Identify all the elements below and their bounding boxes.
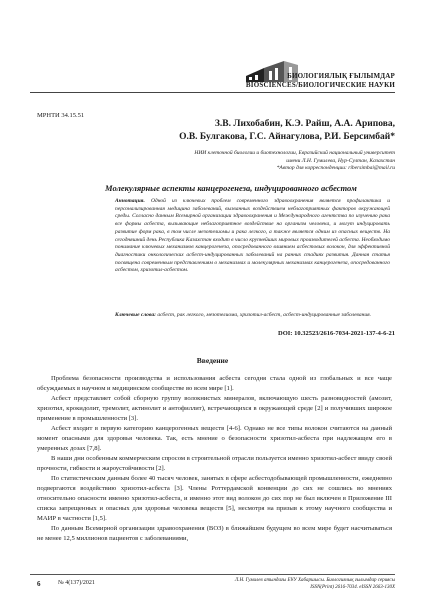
body-paragraph: Проблема безопасности производства и использования асбеста сегодня стала одной из глобальных и все чаще обсуждаемых в научном и медицинском сообществе во всем мире [1]. bbox=[37, 375, 392, 392]
abstract-label: Аннотация. bbox=[115, 198, 145, 204]
keywords bbox=[115, 312, 390, 320]
section-title: Введение bbox=[196, 356, 229, 365]
footer-rule bbox=[30, 574, 395, 575]
body-paragraph: Асбест входит в первую категорию канцерогенных веществ [4-6]. Однако не все типы волокон считаются на данный момент опасными для здоровья человека. Так, есть мнение о безопасности хризотил-асбеста при надлежащем его в умеренных дозах [7,8]. bbox=[37, 425, 392, 452]
abstract-text: Одной из ключевых проблем современного здравоохранения является профилактика и персонализированная медицина заболеваний, вызванных воздействием неблагоприятных факторов окружающей среды. Согласно данным Всемирной организации здравоохранения и Международного агентства по изучению рака все формы асбеста, вызывающие неблагоприятное воздействие на организм человека, и могут индуцировать развитие форм рака, в том числе мезотелиомы и рака легкого, а также является одним из опасных веществ. На сегодняшний день Республика Казахстан входит в число крупнейших мировых производителей асбеста. Необходимо понимание ключевых механизмов канцерогенеза, опосредованного влиянием асбестовых волокон, для эффективной диагностики онкологических асбест-индуцированных заболеваний на ранних стадиях развития. Данная статья посвящена современным представлениям о механизмах и молекулярных механизмах канцерогенеза, опосредованного асбестом, хризотил-асбестом. bbox=[115, 198, 391, 274]
journal-section-kz: БИОЛОГИЯЛЫҚ ҒЫЛЫМДАР bbox=[287, 72, 395, 80]
body-paragraph: По данным Всемирной организации здравоохранения (ВОЗ) в ближайшем будущем во всем мире будет насчитываться не менее 12,5 миллионов пациентов с заболеваниями, bbox=[37, 525, 392, 542]
mrnti-code: МРНТИ 34.15.51 bbox=[37, 112, 85, 119]
footer-journal-name: Л.Н. Гумилев атындағы ЕҰУ Хабаршысы. Биологиялық ғылымдар сериясы bbox=[234, 578, 395, 583]
footer-issn: ISSN(Print) 2616-7034. eISSN 2663-130X bbox=[310, 584, 395, 590]
correspondence-line: *Автор для корреспонденции: ribersimbai@mail.ru bbox=[276, 165, 395, 171]
body-paragraph: В наши дни особенным коммерческим спросом в строительной отрасли пользуется именно хризотил-асбест ввиду своей прочности, гибкости и жароустойчивости [2]. bbox=[37, 455, 392, 472]
body-paragraph: По статистическим данным более 40 тысяч человек, занятых в сфере асбестодобывающей промышленности, ежедневно подвергаются воздействию хризотил-асбеста [3]. Члены Роттердамской конвенции до сих не сошлись во мнениях относительно опасности именно хризотил-асбеста, и именно этот вид волокон до сих пор не был включен в Приложение III списка запрещенных и опасных для здоровья человека веществ [5], несмотря на призыв к этому научного сообщества и МАИР в частности [1,5]. bbox=[37, 475, 392, 522]
authors-line: О.В. Булгакова, Г.С. Айнагулова, Р.И. Берсимбай* bbox=[179, 132, 395, 142]
article-title: Молекулярные аспекты канцерогенеза, индуцированного асбестом bbox=[105, 183, 357, 193]
header-rule bbox=[30, 92, 395, 93]
authors-line: З.В. Лихобабин, К.Э. Райш, А.А. Арипова, bbox=[214, 119, 395, 129]
journal-section-en-ru: BIOSCIENCES/БИОЛОГИЧЕСКИЕ НАУКИ bbox=[245, 81, 395, 89]
keywords-text: асбест, рак легкого, мезотелиома, хризотил-асбест, асбест-индуцированные заболевания. bbox=[157, 312, 372, 318]
doi: DOI: 10.32523/2616-7034-2021-137-4-6-21 bbox=[278, 330, 395, 337]
page-number: 6 bbox=[37, 580, 41, 588]
journal-section-header bbox=[246, 72, 395, 90]
keywords-label: Ключевые слова: bbox=[115, 312, 156, 318]
footer-journal bbox=[195, 578, 395, 591]
issue-number: № 4(137)/2021 bbox=[58, 580, 95, 586]
article-body bbox=[37, 374, 392, 544]
affiliation-block bbox=[125, 150, 395, 173]
affiliation-line: имени Л.Н. Гумилева, Нур-Султан, Казахстан bbox=[286, 157, 395, 164]
authors-block bbox=[125, 118, 395, 144]
body-paragraph: Асбест представляет собой сборную группу волокнистых минералов, включающую шесть разновидностей (амозит, хризотил, крокидолит, тремолит, актинолит и антофиллит), встречающихся в окружающей среде [2] и получивших широкое применение в промышленности [3]. bbox=[37, 395, 392, 422]
abstract bbox=[115, 198, 390, 275]
affiliation-line: НИИ клеточной биологии и биотехнологии, Евразийский национальный университет bbox=[194, 150, 395, 156]
